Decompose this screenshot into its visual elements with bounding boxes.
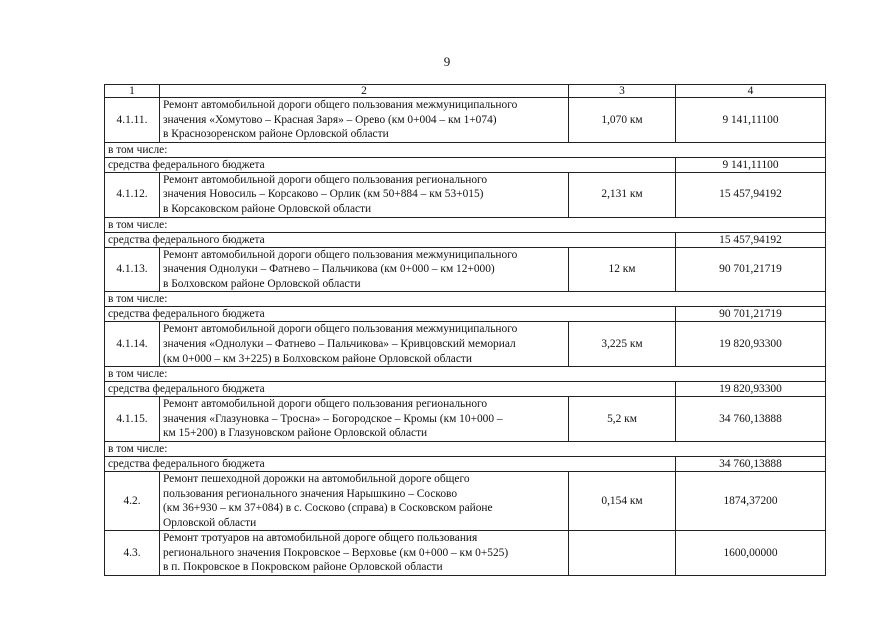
work-description	[160, 98, 569, 143]
description-line: значения «Глазуновка – Тросна» – Богородское – Кромы (км 10+000 –	[163, 412, 503, 425]
including-label: в том числе:	[105, 142, 826, 157]
cost-value: 15 457,94192	[676, 172, 826, 217]
table-row	[105, 247, 826, 292]
description-line: Орловской области	[163, 516, 257, 529]
description-line: значения «Хомутово – Красная Заря» – Орево (км 0+004 – км 1+074)	[163, 113, 497, 126]
table-row	[105, 172, 826, 217]
road-length: 12 км	[569, 247, 676, 292]
federal-budget-label: средства федерального бюджета	[105, 232, 676, 247]
description-line: Ремонт тротуаров на автомобильной дороге общего пользования	[163, 532, 478, 545]
federal-budget-label: средства федерального бюджета	[105, 157, 676, 172]
description-line: Ремонт автомобильной дороги общего пользования межмуниципального	[163, 323, 518, 336]
including-label: в том числе:	[105, 292, 826, 307]
cost-value: 9 141,11100	[676, 98, 826, 143]
cost-value: 90 701,21719	[676, 247, 826, 292]
work-description	[160, 471, 569, 530]
federal-budget-label: средства федерального бюджета	[105, 456, 676, 471]
description-line: (км 0+000 – км 3+225) в Болховском районе Орловской области	[163, 352, 472, 365]
including-row	[105, 367, 826, 382]
item-number: 4.3.	[105, 531, 160, 576]
description-line: в Краснозоренском районе Орловской области	[163, 128, 389, 141]
item-number: 4.1.12.	[105, 172, 160, 217]
including-label: в том числе:	[105, 217, 826, 232]
federal-budget-label: средства федерального бюджета	[105, 307, 676, 322]
item-number: 4.2.	[105, 471, 160, 530]
description-line: значения «Однолуки – Фатнево – Пальчикова» – Кривцовский мемориал	[163, 337, 516, 350]
description-line: значения Новосиль – Корсаково – Орлик (км 50+884 – км 53+015)	[163, 188, 484, 201]
column-number: 2	[160, 85, 569, 98]
federal-budget-label: средства федерального бюджета	[105, 382, 676, 397]
table-row	[105, 397, 826, 442]
federal-budget-row	[105, 157, 826, 172]
column-number: 3	[569, 85, 676, 98]
road-length: 3,225 км	[569, 322, 676, 367]
road-length: 2,131 км	[569, 172, 676, 217]
description-line: пользования регионального значения Нарышкино – Сосково	[163, 487, 458, 500]
cost-value: 19 820,93300	[676, 322, 826, 367]
item-number: 4.1.11.	[105, 98, 160, 143]
description-line: в Болховском районе Орловской области	[163, 277, 361, 290]
including-label: в том числе:	[105, 367, 826, 382]
description-line: в Корсаковском районе Орловской области	[163, 202, 372, 215]
table-row	[105, 531, 826, 576]
federal-budget-row	[105, 382, 826, 397]
federal-budget-value: 34 760,13888	[676, 456, 826, 471]
road-length: 1,070 км	[569, 98, 676, 143]
federal-budget-row	[105, 307, 826, 322]
including-row	[105, 142, 826, 157]
work-description	[160, 322, 569, 367]
cost-value: 1874,37200	[676, 471, 826, 530]
works-table-body	[105, 85, 826, 576]
description-line: значения Однолуки – Фатнево – Пальчикова (км 0+000 – км 12+000)	[163, 263, 495, 276]
description-line: Ремонт пешеходной дорожки на автомобильной дороге общего	[163, 472, 470, 485]
including-row	[105, 441, 826, 456]
work-description	[160, 247, 569, 292]
item-number: 4.1.15.	[105, 397, 160, 442]
work-description	[160, 531, 569, 576]
work-description	[160, 172, 569, 217]
description-line: км 15+200) в Глазуновском районе Орловской области	[163, 427, 428, 440]
column-number: 4	[676, 85, 826, 98]
road-length: 0,154 км	[569, 471, 676, 530]
column-number: 1	[105, 85, 160, 98]
including-row	[105, 217, 826, 232]
description-line: регионального значения Покровское – Верховье (км 0+000 – км 0+525)	[163, 546, 509, 559]
federal-budget-value: 15 457,94192	[676, 232, 826, 247]
description-line: (км 36+930 – км 37+084) в с. Сосково (справа) в Сосковском районе	[163, 502, 493, 515]
cost-value: 1600,00000	[676, 531, 826, 576]
column-number-row	[105, 85, 826, 98]
page-number: 9	[443, 54, 451, 69]
federal-budget-value: 9 141,11100	[676, 157, 826, 172]
description-line: в п. Покровское в Покровском районе Орловской области	[163, 561, 443, 574]
work-description	[160, 397, 569, 442]
item-number: 4.1.13.	[105, 247, 160, 292]
table-row	[105, 322, 826, 367]
including-label: в том числе:	[105, 441, 826, 456]
table-row	[105, 471, 826, 530]
road-length: 5,2 км	[569, 397, 676, 442]
item-number: 4.1.14.	[105, 322, 160, 367]
road-length	[569, 531, 676, 576]
cost-value: 34 760,13888	[676, 397, 826, 442]
federal-budget-row	[105, 456, 826, 471]
description-line: Ремонт автомобильной дороги общего пользования межмуниципального	[163, 248, 518, 261]
including-row	[105, 292, 826, 307]
federal-budget-row	[105, 232, 826, 247]
description-line: Ремонт автомобильной дороги общего пользования регионального	[163, 398, 488, 411]
description-line: Ремонт автомобильной дороги общего пользования межмуниципального	[163, 99, 518, 111]
federal-budget-value: 19 820,93300	[676, 382, 826, 397]
federal-budget-value: 90 701,21719	[676, 307, 826, 322]
table-row	[105, 98, 826, 143]
works-table	[104, 84, 826, 576]
description-line: Ремонт автомобильной дороги общего пользования регионального	[163, 173, 488, 186]
